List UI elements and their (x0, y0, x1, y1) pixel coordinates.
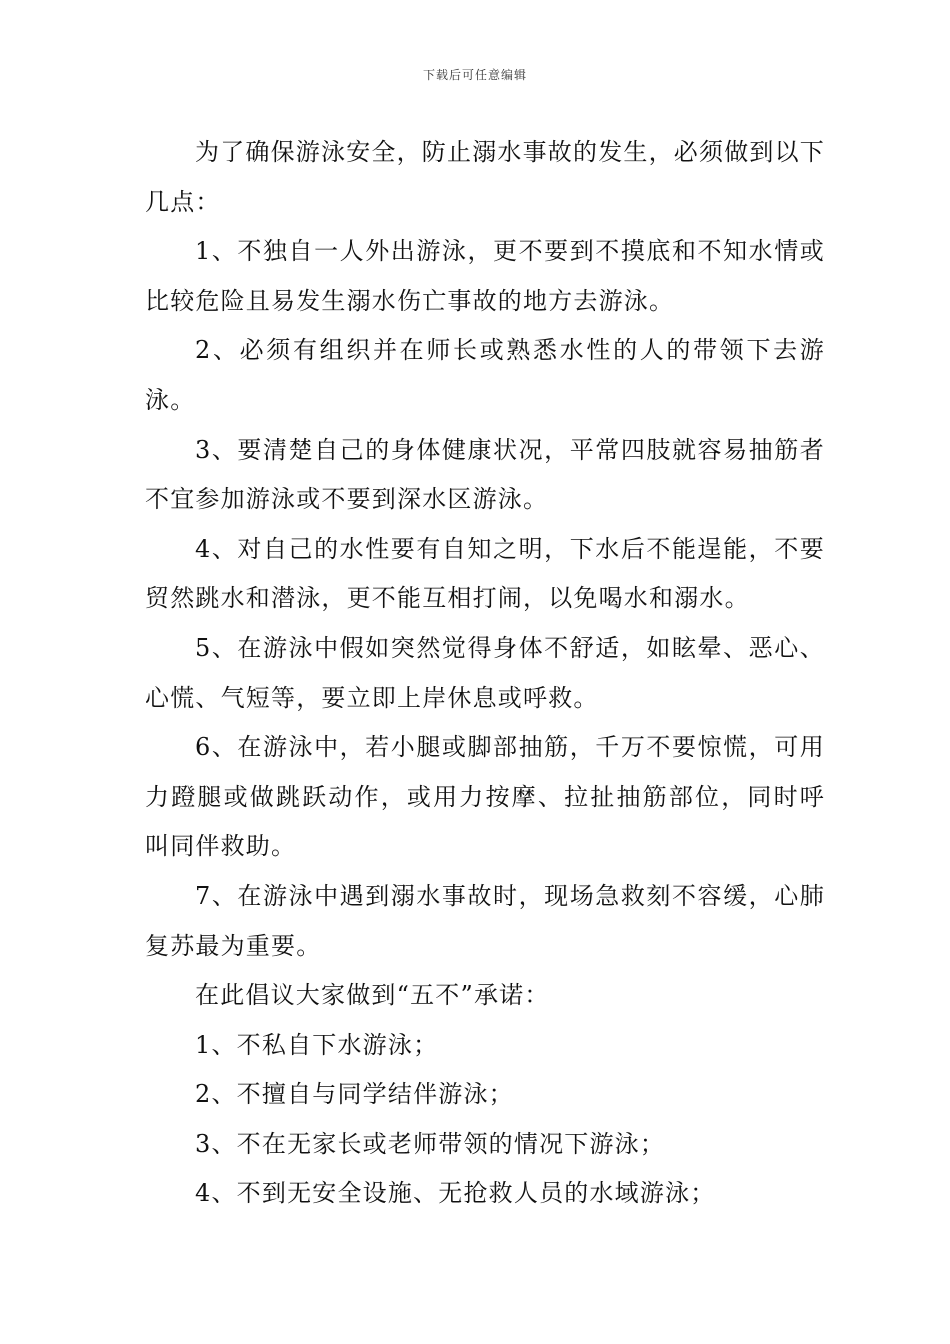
paragraph-pledge-3: 3、不在无家长或老师带领的情况下游泳； (195, 1129, 666, 1158)
paragraph-pledge-1: 1、不私自下水游泳； (195, 1030, 439, 1059)
paragraph-rule-1: 1、不独自一人外出游泳，更不要到不摸底和不知水情或比较危险且易发生溺水伤亡事故的地方去游泳。 (145, 237, 825, 315)
paragraph-pledge-intro: 在此倡议大家做到“五不”承诺： (195, 981, 550, 1010)
paragraph-pledge-4: 4、不到无安全设施、无抢救人员的水域游泳； (195, 1179, 716, 1208)
paragraph-intro: 为了确保游泳安全，防止溺水事故的发生，必须做到以下几点： (145, 138, 825, 216)
document-body (145, 128, 825, 1219)
paragraph-rule-5: 5、在游泳中假如突然觉得身体不舒适，如眩晕、恶心、心慌、气短等，要立即上岸休息或呼救。 (145, 633, 825, 712)
page-header-note: 下载后可任意编辑 (422, 68, 527, 82)
paragraph-rule-6: 6、在游泳中，若小腿或脚部抽筋，千万不要惊慌，可用力蹬腿或做跳跃动作，或用力按摩、拉扯抽筋部位，同时呼叫同伴救助。 (145, 733, 825, 861)
paragraph-rule-4: 4、对自己的水性要有自知之明，下水后不能逞能，不要贸然跳水和潜泳，更不能互相打闹，以免喝水和溺水。 (145, 534, 825, 613)
paragraph-rule-2: 2、必须有组织并在师长或熟悉水性的人的带领下去游泳。 (145, 336, 825, 414)
paragraph-pledge-2: 2、不擅自与同学结伴游泳； (195, 1080, 514, 1109)
paragraph-rule-7: 7、在游泳中遇到溺水事故时，现场急救刻不容缓，心肺复苏最为重要。 (145, 881, 825, 960)
paragraph-rule-3: 3、要清楚自己的身体健康状况，平常四肢就容易抽筋者不宜参加游泳或不要到深水区游泳。 (145, 435, 825, 514)
